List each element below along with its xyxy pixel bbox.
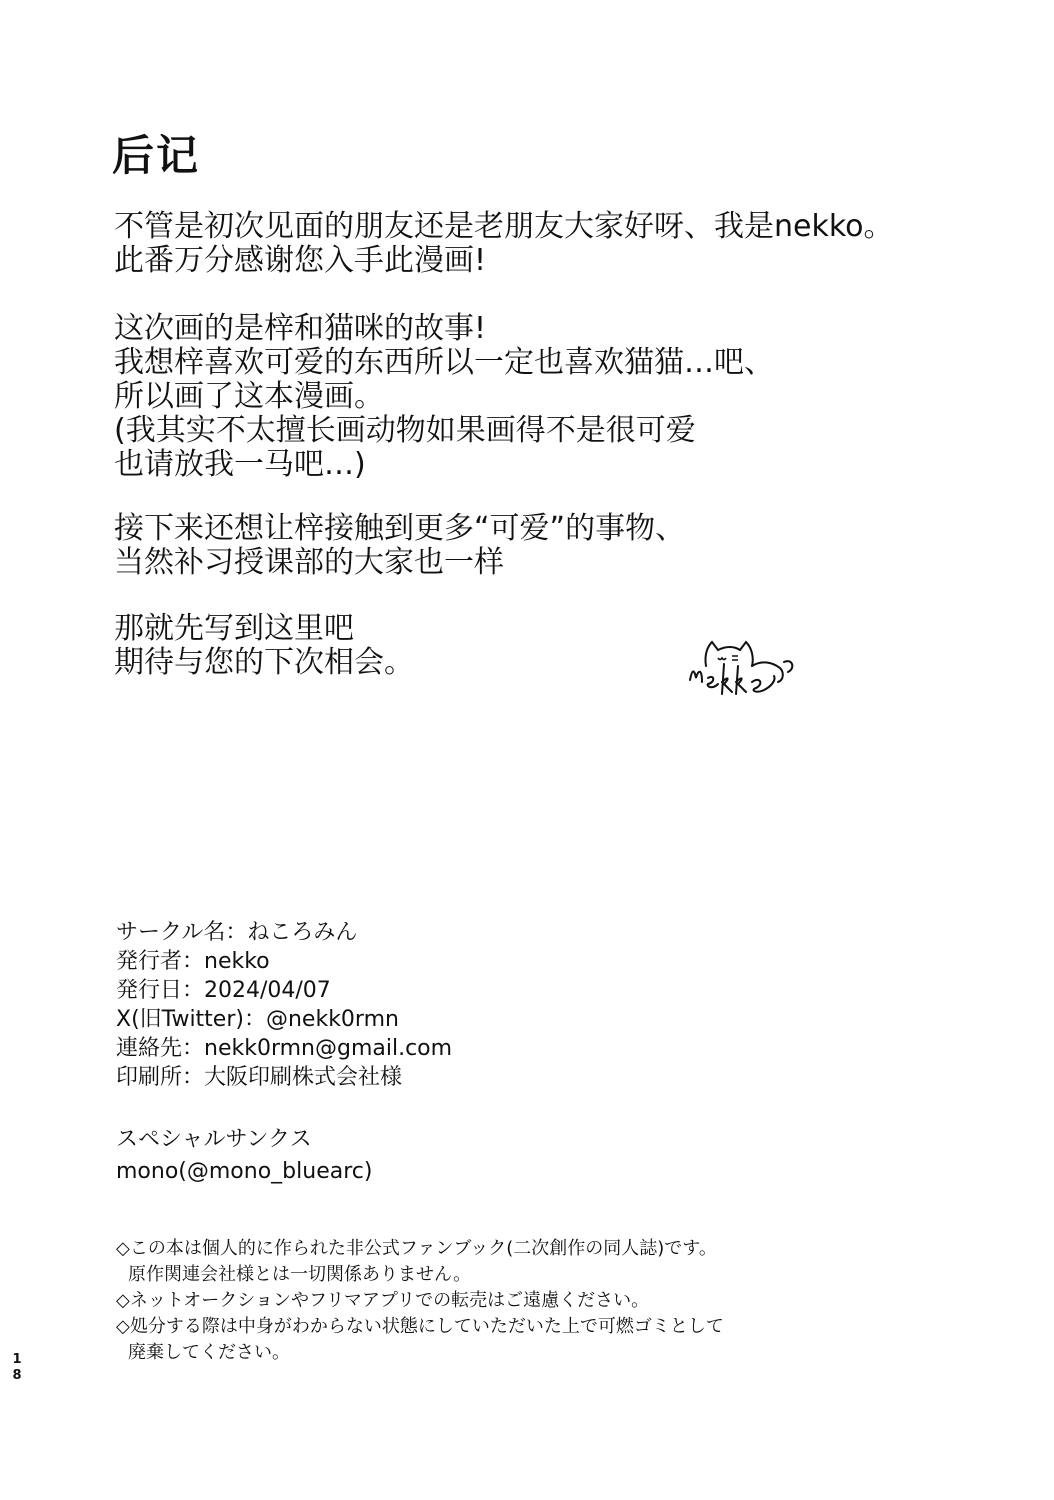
page-number-digit: 1 bbox=[12, 1352, 22, 1367]
paragraph-line: 也请放我一马吧…) bbox=[114, 447, 366, 482]
colophon-publisher: 発行者：nekko bbox=[116, 949, 270, 974]
cat-doodle-signature-icon bbox=[684, 632, 804, 712]
paragraph-line: 所以画了这本漫画。 bbox=[114, 379, 384, 414]
colophon-twitter: X(旧Twitter)：@nekk0rmn bbox=[116, 1007, 399, 1032]
notes bbox=[116, 1236, 724, 1366]
paragraph-line: (我其实不太擅长画动物如果画得不是很可爱 bbox=[114, 413, 696, 448]
note-line: 廃棄してください。 bbox=[128, 1342, 290, 1363]
note-line: 原作関連会社様とは一切関係ありません。 bbox=[128, 1264, 472, 1285]
paragraph-line: 期待与您的下次相会。 bbox=[114, 645, 414, 680]
special-thanks bbox=[116, 1124, 372, 1188]
page-number bbox=[10, 1352, 24, 1384]
paragraph-line: 那就先写到这里吧 bbox=[114, 611, 354, 646]
paragraph-line: 此番万分感谢您入手此漫画! bbox=[114, 243, 487, 278]
paragraph-story bbox=[114, 312, 774, 482]
paragraph-next bbox=[114, 512, 685, 580]
paragraph-line: 这次画的是梓和猫咪的故事! bbox=[114, 311, 487, 346]
paragraph-line: 当然补习授课部的大家也一样 bbox=[114, 545, 504, 580]
special-thanks-name: mono(@mono_bluearc) bbox=[116, 1159, 373, 1184]
paragraph-line: 不管是初次见面的朋友还是老朋友大家好呀、我是nekko。 bbox=[114, 209, 894, 244]
note-line: ◇処分する際は中身がわからない状態にしていただいた上で可燃ゴミとして bbox=[116, 1316, 724, 1337]
colophon-contact: 連絡先：nekk0rmn@gmail.com bbox=[116, 1036, 453, 1061]
paragraph-line: 我想梓喜欢可爱的东西所以一定也喜欢猫猫…吧、 bbox=[114, 345, 774, 380]
paragraph-line: 接下来还想让梓接触到更多“可爱”的事物、 bbox=[114, 511, 686, 546]
colophon bbox=[116, 918, 452, 1092]
page-number-digit: 8 bbox=[12, 1368, 22, 1383]
note-line: ◇ネットオークションやフリマアプリでの転売はご遠慮ください。 bbox=[116, 1290, 650, 1311]
paragraph-greeting bbox=[114, 210, 894, 278]
colophon-printer: 印刷所：大阪印刷株式会社様 bbox=[116, 1065, 403, 1090]
page-title: 后记 bbox=[112, 131, 201, 180]
special-thanks-heading: スペシャルサンクス bbox=[116, 1127, 312, 1152]
colophon-date: 発行日：2024/04/07 bbox=[116, 978, 331, 1003]
paragraph-closing bbox=[114, 612, 414, 680]
colophon-circle-name: サークル名：ねころみん bbox=[116, 920, 358, 945]
note-line: ◇この本は個人的に作られた非公式ファンブック(二次創作の同人誌)です。 bbox=[116, 1238, 717, 1259]
